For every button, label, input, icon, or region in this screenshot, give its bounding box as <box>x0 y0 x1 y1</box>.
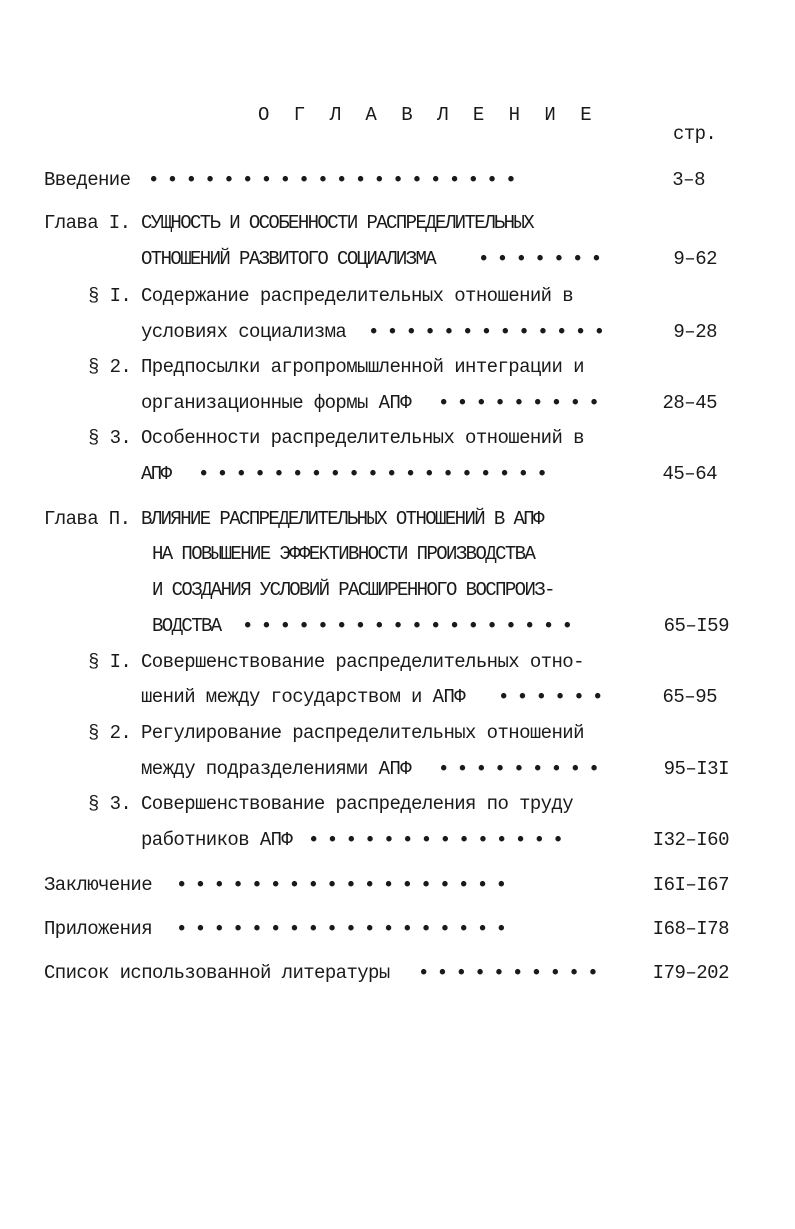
toc-bibliography-label: Список использованной литературы <box>44 962 390 984</box>
toc-conclusion-pages: I6I–I67 <box>652 874 729 896</box>
leader-dots: •••••• <box>498 686 611 708</box>
leader-dots: •••••••••• <box>418 962 607 984</box>
toc-intro-pages: 3–8 <box>672 169 705 191</box>
leader-dots: ••••••••• <box>438 758 608 780</box>
toc-appendix-pages: I68–I78 <box>652 918 729 940</box>
toc-ch1-s1-pages: 9–28 <box>673 321 717 343</box>
toc-ch1-s1-label: § I. <box>88 285 132 307</box>
toc-ch1-s1-line2: условиях социализма <box>141 321 347 343</box>
toc-ch1-pages: 9–62 <box>673 248 717 270</box>
toc-ch2-s2-pages: 95–I3I <box>663 758 729 780</box>
leader-dots: •••••••••••••••••••• <box>148 169 525 191</box>
leader-dots: •••••••••••••••••• <box>176 918 515 940</box>
toc-ch2-s3-pages: I32–I60 <box>652 829 729 851</box>
toc-ch1-s3-pages: 45–64 <box>662 463 717 485</box>
toc-ch2-s1-line2: шений между государством и АПФ <box>141 686 466 708</box>
toc-ch1-title-line1: СУЩНОСТЬ И ОСОБЕННОСТИ РАСПРЕДЕЛИТЕЛЬНЫХ <box>141 212 534 234</box>
toc-intro-label: Введение <box>44 169 131 191</box>
leader-dots: ••••••••••••••••••• <box>198 463 556 485</box>
leader-dots: •••••••••••••••••• <box>242 615 581 637</box>
toc-ch2-s3-line1: Совершенствование распределения по труду <box>141 793 574 815</box>
toc-ch1-s2-pages: 28–45 <box>662 392 717 414</box>
page-title: О Г Л А В Л Е Н И Е <box>258 104 599 126</box>
leader-dots: ••••••••• <box>438 392 608 414</box>
toc-ch2-s2-label: § 2. <box>88 722 132 744</box>
leader-dots: ••••••• <box>478 248 610 270</box>
toc-ch2-s1-pages: 65–95 <box>662 686 717 708</box>
toc-ch2-s3-line2: работников АПФ <box>141 829 293 851</box>
toc-ch2-s1-line1: Совершенствование распределительных отно- <box>141 651 584 673</box>
toc-ch2-s2-line1: Регулирование распределительных отношений <box>141 722 584 744</box>
toc-ch1-s2-label: § 2. <box>88 356 132 378</box>
leader-dots: ••••••••••••• <box>368 321 613 343</box>
toc-ch2-s1-label: § I. <box>88 651 132 673</box>
leader-dots: •••••••••••••••••• <box>176 874 515 896</box>
leader-dots: •••••••••••••• <box>308 829 572 851</box>
toc-ch2-title-line1: ВЛИЯНИЕ РАСПРЕДЕЛИТЕЛЬНЫХ ОТНОШЕНИЙ В АПФ <box>141 508 543 530</box>
toc-ch1-label: Глава I. <box>44 212 131 234</box>
toc-ch2-label: Глава П. <box>44 508 131 530</box>
toc-ch1-s3-line1: Особенности распределительных отношений в <box>141 427 584 449</box>
toc-ch2-title-line2: НА ПОВЫШЕНИЕ ЭФФЕКТИВНОСТИ ПРОИЗВОДСТВА <box>152 543 535 565</box>
toc-ch2-title-line4: ВОДСТВА <box>152 615 221 637</box>
toc-ch2-pages: 65–I59 <box>663 615 729 637</box>
toc-ch2-title-line3: И СОЗДАНИЯ УСЛОВИЙ РАСШИРЕННОГО ВОСПРОИЗ- <box>152 579 554 601</box>
toc-ch2-s3-label: § 3. <box>88 793 132 815</box>
page-column-header: стр. <box>673 123 717 145</box>
toc-ch1-s1-line1: Содержание распределительных отношений в <box>141 285 574 307</box>
toc-ch1-s2-line2: организационные формы АПФ <box>141 392 412 414</box>
toc-ch1-s3-line2: АПФ <box>141 463 171 485</box>
toc-conclusion-label: Заключение <box>44 874 153 896</box>
toc-ch1-s2-line1: Предпосылки агропромышленной интеграции и <box>141 356 584 378</box>
toc-bibliography-pages: I79–202 <box>652 962 729 984</box>
toc-ch2-s2-line2: между подразделениями АПФ <box>141 758 412 780</box>
toc-ch1-title-line2: ОТНОШЕНИЙ РАЗВИТОГО СОЦИАЛИЗМА <box>141 248 436 270</box>
toc-ch1-s3-label: § 3. <box>88 427 132 449</box>
toc-appendix-label: Приложения <box>44 918 153 940</box>
